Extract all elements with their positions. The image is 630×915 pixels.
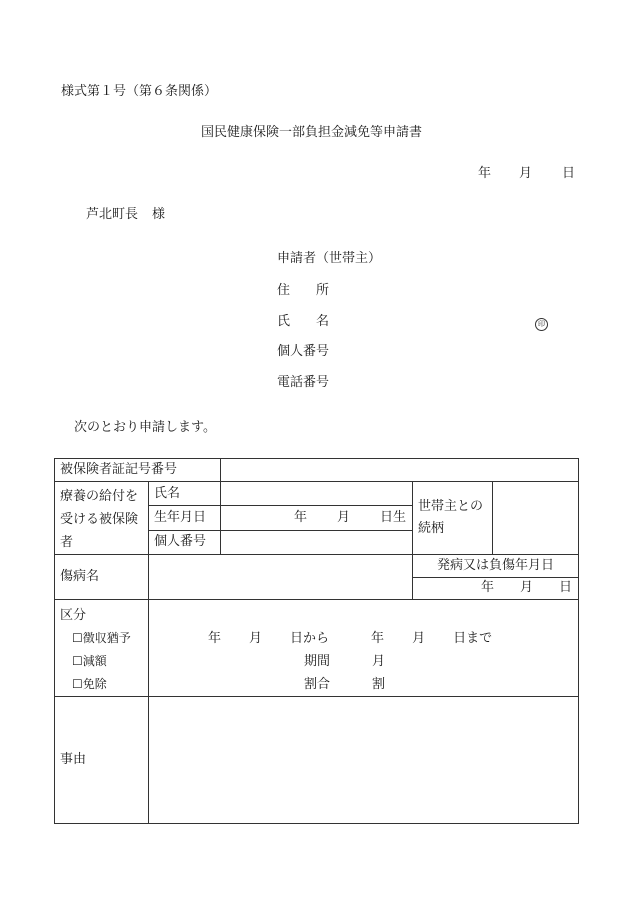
application-table: [54, 458, 579, 824]
relation-label: [413, 482, 493, 555]
beneficiary-label: [55, 482, 149, 555]
birth-day-label: 日生: [380, 509, 407, 525]
deferral-from-month: 月: [249, 631, 263, 646]
birthdate-label: 生年月日: [149, 506, 221, 530]
personal-number-field[interactable]: [221, 530, 413, 554]
birth-month-label: 月: [336, 509, 350, 525]
addressee-honorific: 様: [152, 207, 166, 222]
disease-label: 傷病名: [55, 555, 149, 600]
onset-date-field[interactable]: [413, 577, 579, 600]
name-label-char-2: 名: [316, 314, 330, 329]
deferral-to-month: 月: [412, 631, 426, 646]
reduction-checkbox[interactable]: ☐減額: [72, 654, 107, 668]
reduction-ratio-line: [154, 673, 573, 696]
onset-year-label: 年: [481, 580, 495, 596]
period-label: 期間: [304, 654, 331, 669]
beneficiary-label-line-1: 療養の給付を: [60, 489, 139, 504]
beneficiary-label-line-2: 受ける被保険: [60, 512, 139, 527]
onset-date-label: 発病又は負傷年月日: [413, 555, 579, 578]
submission-date: [478, 166, 575, 182]
disease-row-top: [55, 555, 579, 578]
addressee: [86, 207, 165, 223]
address-label-char-1: 住: [277, 283, 291, 298]
insured-number-field[interactable]: [221, 459, 579, 482]
seal-mark: [535, 315, 548, 331]
relation-label-line-2: 続柄: [418, 521, 445, 536]
birth-year-label: 年: [293, 509, 307, 525]
name-label: 氏名: [149, 482, 221, 506]
onset-day-label: 日: [559, 580, 573, 596]
deferral-checkbox[interactable]: ☐徴収猶予: [72, 631, 131, 645]
seal-icon: 印: [535, 318, 548, 331]
deferral-to-day: 日まで: [453, 631, 493, 646]
applicant-personal-number-label: 個人番号: [277, 344, 330, 359]
beneficiary-label-line-3: 者: [60, 535, 74, 550]
ratio-unit: 割: [372, 677, 386, 692]
date-day-label: 日: [562, 166, 576, 181]
insured-number-label: 被保険者証記号番号: [55, 459, 221, 482]
personal-number-label: 個人番号: [149, 530, 221, 554]
relation-label-line-1: 世帯主との: [418, 499, 484, 514]
exemption-checkbox[interactable]: ☐免除: [72, 677, 107, 691]
applicant-heading: 申請者（世帯主）: [277, 251, 382, 266]
reason-field[interactable]: [149, 697, 579, 824]
category-details: [149, 600, 579, 697]
period-unit: 月: [372, 654, 386, 669]
insured-number-row: [55, 459, 579, 482]
deferral-period-line: [154, 627, 573, 650]
date-month-label: 月: [519, 166, 533, 181]
reason-row: [55, 697, 579, 824]
category-row: [55, 600, 579, 697]
onset-month-label: 月: [520, 580, 534, 596]
deferral-from-day: 日から: [290, 631, 330, 646]
form-title: 国民健康保険一部負担金減免等申請書: [201, 125, 423, 140]
deferral-to-year: 年: [371, 631, 385, 646]
name-label-char-1: 氏: [277, 314, 291, 329]
category-cell: [55, 600, 149, 697]
category-label: 区分: [60, 608, 87, 623]
deferral-from-year: 年: [208, 631, 222, 646]
intro-text: 次のとおり申請します。: [74, 420, 216, 435]
relation-field[interactable]: [493, 482, 579, 555]
reduction-period-line: [154, 650, 573, 673]
birthdate-field[interactable]: [221, 506, 413, 530]
name-field[interactable]: [221, 482, 413, 506]
disease-field[interactable]: [149, 555, 413, 600]
applicant-name-label: [277, 314, 329, 330]
addressee-name: 芦北町長: [86, 207, 139, 222]
address-label-char-2: 所: [316, 283, 330, 298]
beneficiary-name-row: [55, 482, 579, 506]
date-year-label: 年: [478, 166, 492, 181]
ratio-label: 割合: [304, 677, 331, 692]
applicant-address-label: [277, 283, 329, 299]
applicant-phone-label: 電話番号: [277, 375, 330, 390]
form-number: 様式第１号（第６条関係）: [61, 84, 218, 99]
reason-label: 事由: [55, 697, 149, 824]
